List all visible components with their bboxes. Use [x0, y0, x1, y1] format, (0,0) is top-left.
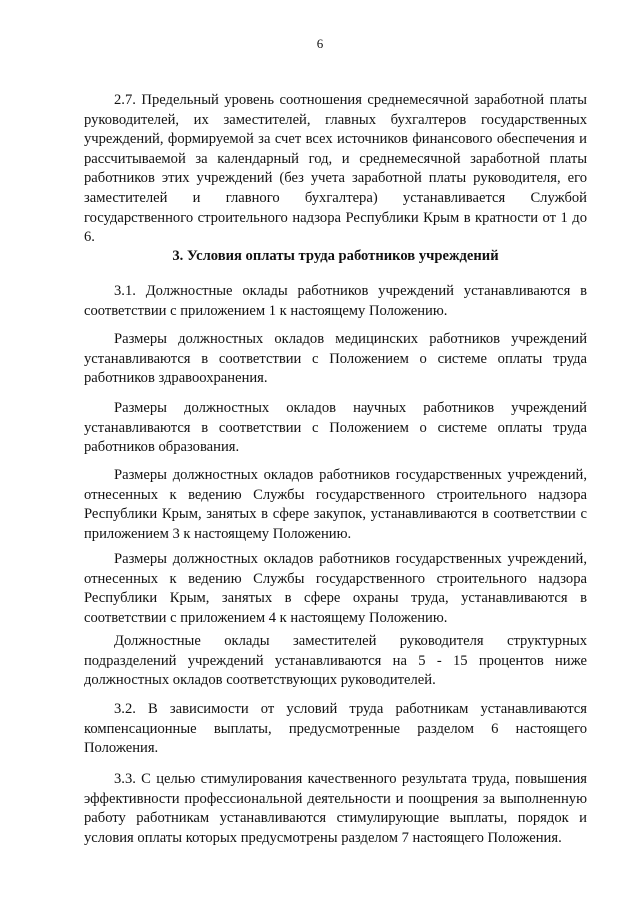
paragraph-3-1-procurement: Размеры должностных окладов работников государственных учреждений, отнесенных к ведению Службы государственного строительного надзора Республики Крым, занятых в сфере закупок, устанавливаются в соответствии с приложением 3 к настоящему Положению.	[84, 467, 587, 542]
paragraph-3-1: 3.1. Должностные оклады работников учреждений устанавливаются в соответствии с приложением 1 к настоящему Положению.	[84, 283, 587, 319]
page-number: 6	[316, 36, 324, 51]
paragraph-3-2: 3.2. В зависимости от условий труда работникам устанавливаются компенсационные выплаты, предусмотренные разделом 6 настоящего Положения.	[84, 701, 587, 757]
paragraph-3-1-deputies: Должностные оклады заместителей руководителя структурных подразделений учреждений устанавливаются на 5 - 15 процентов ниже должностных окладов соответствующих руководителей.	[84, 633, 587, 689]
paragraph-3-1-medical: Размеры должностных окладов медицинских работников учреждений устанавливаются в соответствии с Положением о системе оплаты труда работников здравоохранения.	[84, 331, 587, 387]
paragraph-2-7: 2.7. Предельный уровень соотношения среднемесячной заработной платы руководителей, их заместителей, главных бухгалтеров государственных учреждений, формируемой за счет всех источников финансового обеспечения и рассчитываемой за календарный год, и среднемесячной заработной платы работников этих учреждений (без учета заработной платы руководителя, его заместителей и главного бухгалтера) устанавливается Службой государственного строительного надзора Республики Крым в кратности от 1 до 6.	[84, 92, 587, 246]
paragraph-3-1-science: Размеры должностных окладов научных работников учреждений устанавливаются в соответствии с Положением о системе оплаты труда работников образования.	[84, 400, 587, 456]
section-3-heading: 3. Условия оплаты труда работников учреждений	[172, 248, 499, 264]
paragraph-3-1-labor-safety: Размеры должностных окладов работников государственных учреждений, отнесенных к ведению Службы государственного строительного надзора Республики Крым, занятых в сфере охраны труда, устанавливаются в соответствии с приложением 4 к настоящему Положению.	[84, 551, 587, 626]
paragraph-3-3: 3.3. С целью стимулирования качественного результата труда, повышения эффективности профессиональной деятельности и поощрения за выполненную работу работникам устанавливаются стимулирующие выплаты, порядок и условия оплаты которых предусмотрены разделом 7 настоящего Положения.	[84, 771, 587, 846]
